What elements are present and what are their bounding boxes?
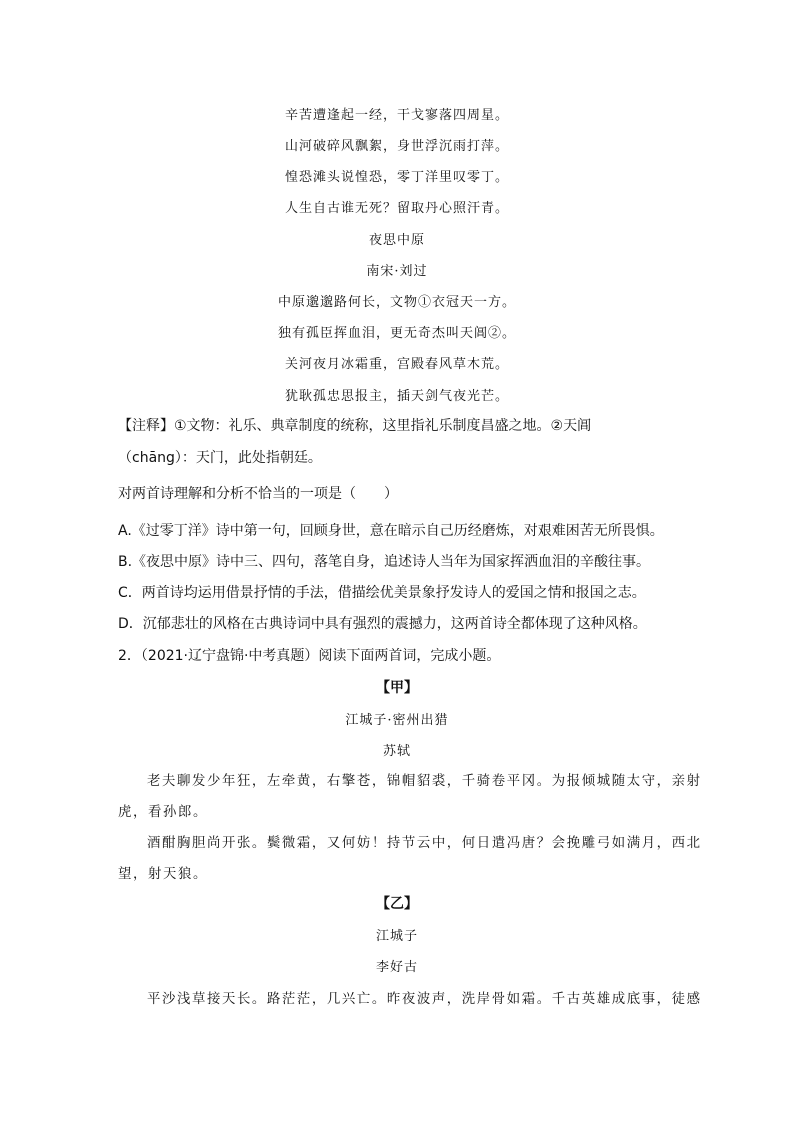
yi-paragraph1-line1: 平沙浅草接天长。路茫茫，几兴亡。昨夜波声，洗岸骨如霜。千古英雄成底事，徒感 bbox=[147, 992, 702, 1007]
question1-option-b: B.《夜思中原》诗中三、四句，落笔自身，追述诗人当年为国家挥洒血泪的辛酸往事。 bbox=[118, 554, 651, 570]
jia-paragraph1-line1: 老夫聊发少年狂，左牵黄，右擎苍，锦帽貂裘，千骑卷平冈。为报倾城随太守，亲射 bbox=[147, 774, 702, 789]
jia-label: 【甲】 bbox=[376, 680, 418, 696]
notes-line-2: （chāng）：天门，此处指朝廷。 bbox=[118, 450, 322, 466]
poem2-line-1: 中原邈邈路何长，文物①衣冠天一方。 bbox=[277, 295, 516, 310]
poem2-title: 夜思中原 bbox=[368, 233, 425, 248]
yi-title: 江城子 bbox=[375, 929, 418, 944]
poem1-line-4: 人生自古谁无死？留取丹心照汗青。 bbox=[284, 201, 509, 216]
poem2-line-4: 犹耿孤忠思报主，插天剑气夜光芒。 bbox=[284, 389, 509, 404]
jia-title: 江城子·密州出猎 bbox=[345, 713, 449, 728]
poem2-line-3: 关河夜月冰霜重，宫殿春风草木荒。 bbox=[284, 357, 509, 372]
jia-paragraph2-line2: 望，射天狼。 bbox=[118, 867, 208, 882]
jia-paragraph1-line2: 虎，看孙郎。 bbox=[118, 805, 208, 820]
yi-label: 【乙】 bbox=[376, 896, 418, 912]
question1-option-c: C．两首诗均运用借景抒情的手法，借描绘优美景象抒发诗人的爱国之情和报国之志。 bbox=[118, 585, 646, 601]
question1-stem: 对两首诗理解和分析不恰当的一项是（ ） bbox=[118, 486, 398, 502]
question1-option-a: A.《过零丁洋》诗中第一句，回顾身世，意在暗示自己历经磨炼，对艰难困苦无所畏惧。 bbox=[118, 523, 664, 539]
jia-author: 苏轼 bbox=[382, 744, 411, 759]
yi-author: 李好古 bbox=[375, 960, 418, 975]
poem1-line-2: 山河破碎风飘絮，身世浮沉雨打萍。 bbox=[284, 139, 509, 154]
question1-option-d: D．沉郁悲壮的风格在古典诗词中具有强烈的震撼力，这两首诗全都体现了这种风格。 bbox=[118, 616, 647, 632]
poem1-line-3: 惶恐滩头说惶恐，零丁洋里叹零丁。 bbox=[284, 170, 509, 185]
poem2-line-2: 独有孤臣挥血泪，更无奇杰叫天阊②。 bbox=[277, 326, 516, 341]
poem2-author: 南宋·刘过 bbox=[366, 264, 428, 279]
notes-line-1: 【注释】①文物：礼乐、典章制度的统称，这里指礼乐制度昌盛之地。②天阊 bbox=[118, 418, 592, 434]
jia-paragraph2-line1: 酒酣胸胆尚开张。鬓微霜，又何妨！持节云中，何日遣冯唐？会挽雕弓如满月，西北 bbox=[147, 836, 702, 851]
poem1-line-1: 辛苦遭逢起一经，干戈寥落四周星。 bbox=[284, 108, 509, 123]
question2-stem: 2．（2021·辽宁盘锦·中考真题）阅读下面两首词，完成小题。 bbox=[118, 648, 501, 664]
